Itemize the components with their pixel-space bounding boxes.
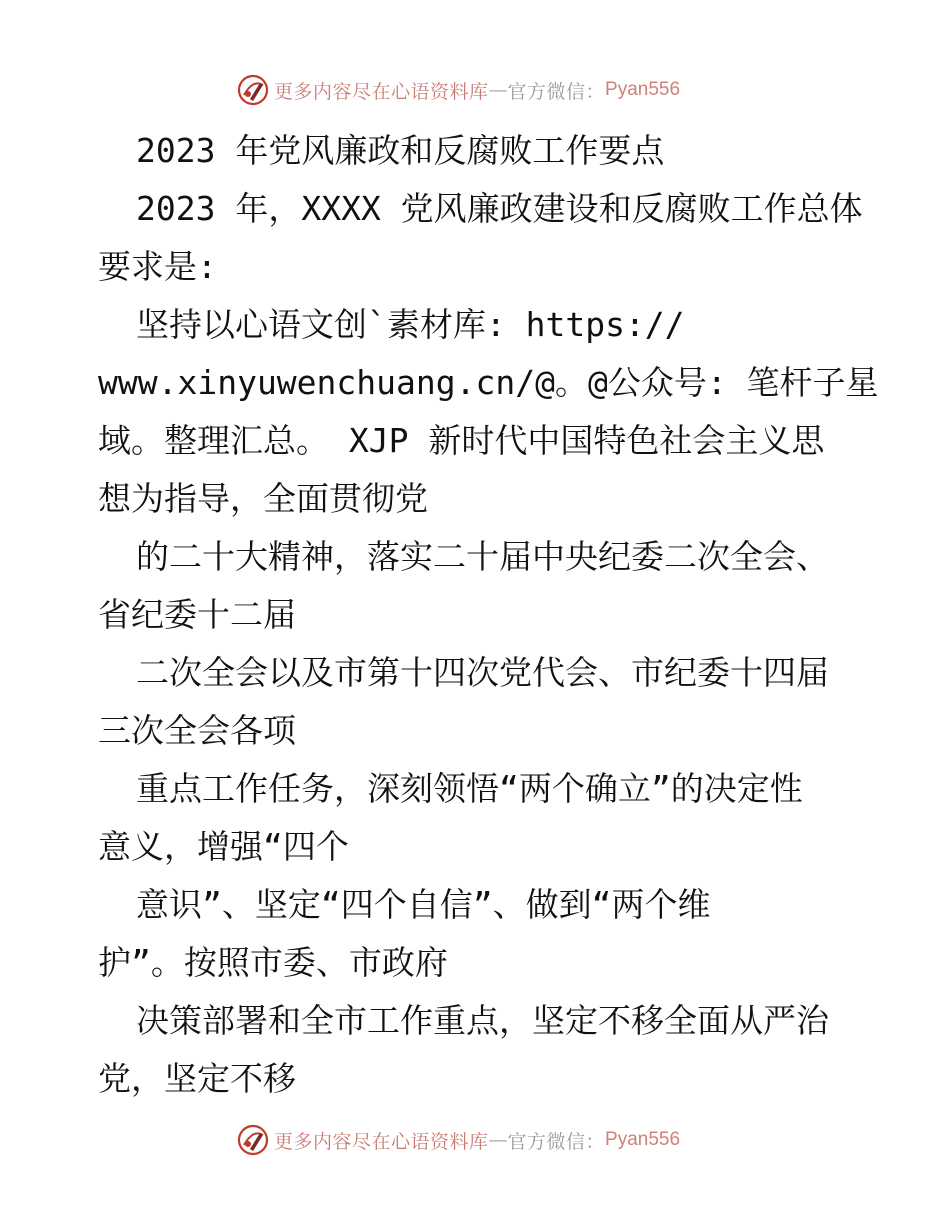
- banner-wechat-label: 官方微信：: [507, 1130, 606, 1153]
- footer-banner: [236, 1123, 680, 1157]
- text-line: www.xinyuwenchuang.cn/@。@公众号: 笔杆子星: [98, 363, 879, 402]
- paragraph: [98, 644, 858, 760]
- text-line: 的二十大精神，落实二十届中央纪委二次全会、: [136, 537, 829, 576]
- banner-main-text: 更多内容尽在心语资料库: [274, 1130, 489, 1153]
- banner-wechat-id: Pyan556: [605, 1129, 681, 1150]
- text-line: 想为指导，全面贯彻党: [98, 479, 428, 518]
- banner-wechat-id: Pyan556: [605, 79, 681, 100]
- pen-logo-icon: [236, 73, 270, 107]
- document-body: [98, 122, 879, 1108]
- text-line: 重点工作任务，深刻领悟“两个确立”的决定性: [136, 769, 803, 808]
- text-line: 要求是:: [98, 247, 217, 286]
- text-line: 意识”、坚定“四个自信”、做到“两个维: [136, 885, 711, 924]
- text-line: 决策部署和全市工作重点，坚定不移全面从严治: [136, 1001, 829, 1040]
- paragraph: [98, 760, 858, 876]
- text-line: 护”。按照市委、市政府: [98, 943, 448, 982]
- text-line: 坚持以心语文创`素材库: https://: [136, 305, 685, 344]
- text-line: 省纪委十二届: [98, 595, 296, 634]
- text-line: 二次全会以及市第十四次党代会、市纪委十四届: [136, 653, 829, 692]
- paragraph: [98, 992, 858, 1108]
- banner-main-text: 更多内容尽在心语资料库: [274, 80, 489, 103]
- paragraph: [98, 180, 863, 296]
- paragraph-title: [98, 122, 858, 180]
- paragraph: [98, 876, 858, 992]
- banner-wechat-label: 官方微信：: [507, 80, 606, 103]
- text-line: 2023 年党风廉政和反腐败工作要点: [136, 131, 665, 170]
- text-line: 2023 年，XXXX 党风廉政建设和反腐败工作总体: [136, 189, 863, 228]
- paragraph: [98, 296, 879, 528]
- text-line: 意义，增强“四个: [98, 827, 349, 866]
- banner-separator: —: [488, 1129, 508, 1151]
- text-line: 三次全会各项: [98, 711, 296, 750]
- text-line: 域。整理汇总。 XJP 新时代中国特色社会主义思: [98, 421, 825, 460]
- header-banner: [236, 73, 680, 107]
- text-line: 党，坚定不移: [98, 1059, 296, 1098]
- pen-logo-icon: [236, 1123, 270, 1157]
- paragraph: [98, 528, 858, 644]
- banner-separator: —: [488, 79, 508, 101]
